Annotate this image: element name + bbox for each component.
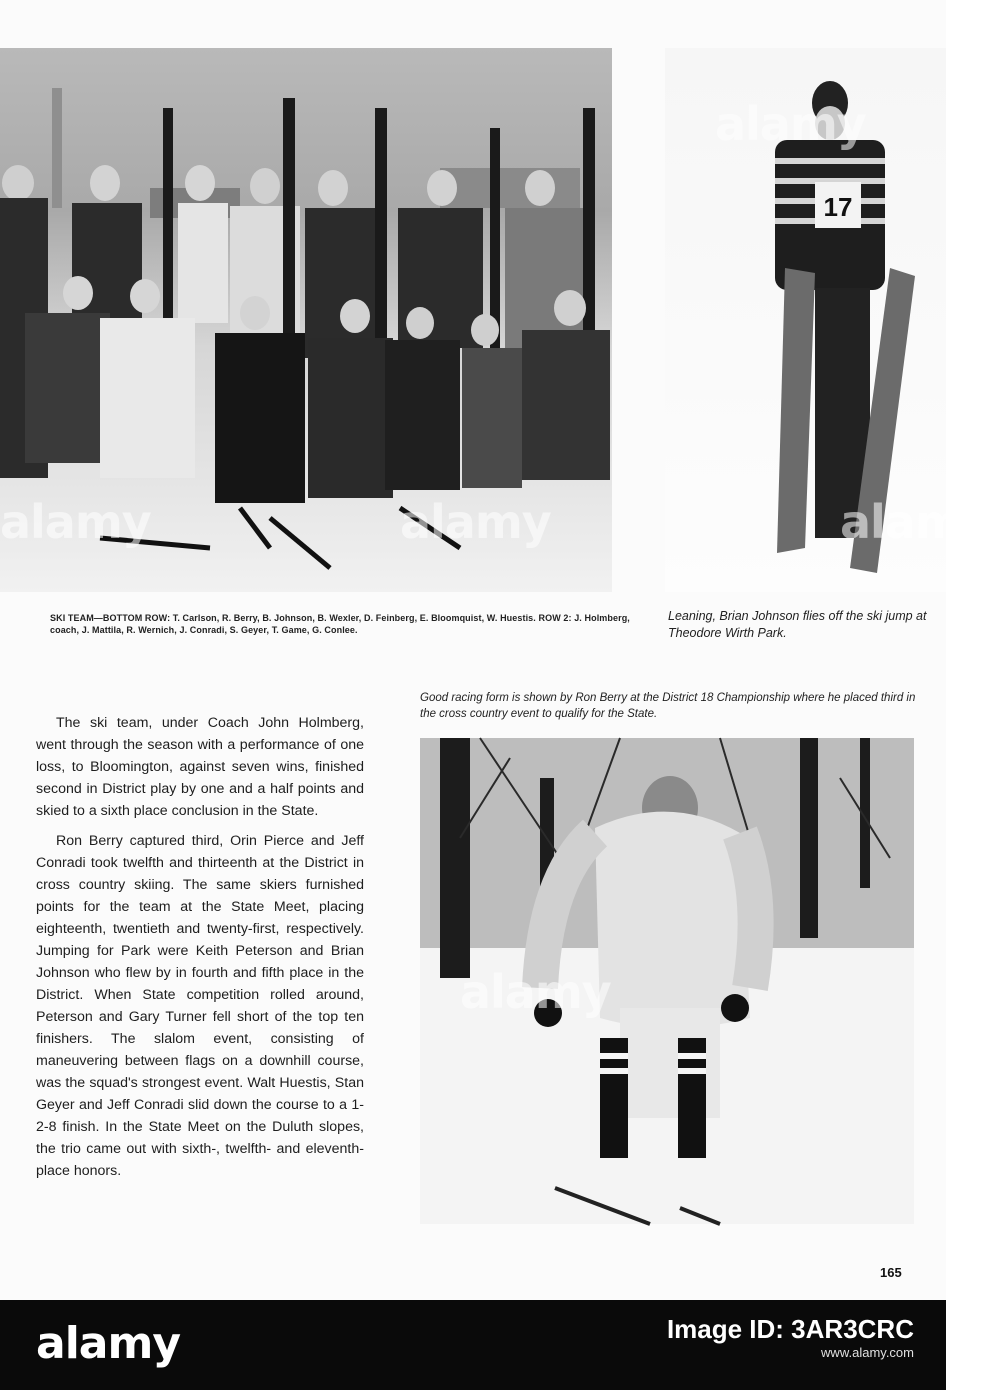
watermark: alamy	[400, 495, 551, 549]
jumper-photo-caption: Leaning, Brian Johnson flies off the ski jump at Theodore Wirth Park.	[668, 609, 927, 640]
watermark: alamy	[0, 495, 151, 549]
watermark: alamy	[460, 965, 611, 1019]
bib-number: 17	[823, 192, 853, 222]
footer-url-link[interactable]: www.alamy.com	[821, 1345, 914, 1360]
team-photo-caption: SKI TEAM—BOTTOM ROW: T. Carlson, R. Berry, B. Johnson, B. Wexler, D. Feinberg, E. Bloomquist, W. Huestis. ROW 2: J. Holmberg, coach, J. Mattila, R. Wernich, J. Conradi, S. Geyer, T. Game, G. Conlee.	[50, 613, 630, 635]
alamy-logo: alamy	[36, 1318, 180, 1369]
watermark: alamy	[840, 495, 991, 549]
footer-info	[667, 1314, 914, 1360]
page-number: 165	[880, 1265, 902, 1280]
article-paragraph: Ron Berry captured third, Orin Pierce and Jeff Conradi took twelfth and thirteenth at the District in cross country skiing. The same skiers furnished points for the team at the State Meet, placing eighteenth, twentieth and twenty-first, respectively. Jumping for Park were Keith Peterson and Brian Johnson who flew by in fourth and fifth place in the District. When State competition rolled around, Peterson and Gary Turner fell short of the top ten finishers. The slalom event, consisting of maneuvering between flags on a downhill course, was the squad's strongest event. Walt Huestis, Stan Geyer and Jeff Conradi slid down the course to a 1-2-8 finish. In the State Meet on the Duluth slopes, the trio came out with sixth-, twelfth- and eleventh-place honors.	[36, 833, 364, 1179]
racer-photo-caption: Good racing form is shown by Ron Berry at the District 18 Championship where he placed third in the cross country event to qualify for the State.	[420, 692, 916, 720]
article-paragraph: The ski team, under Coach John Holmberg, went through the season with a performance of one loss, to Bloomington, against seven wins, finished second in District play by one and a half points and skied to a sixth place conclusion in the State.	[36, 715, 364, 819]
article-body	[36, 712, 364, 1182]
stock-footer	[0, 1300, 946, 1390]
watermark: alamy	[715, 97, 866, 151]
image-id: Image ID: 3AR3CRC	[666, 1314, 914, 1344]
